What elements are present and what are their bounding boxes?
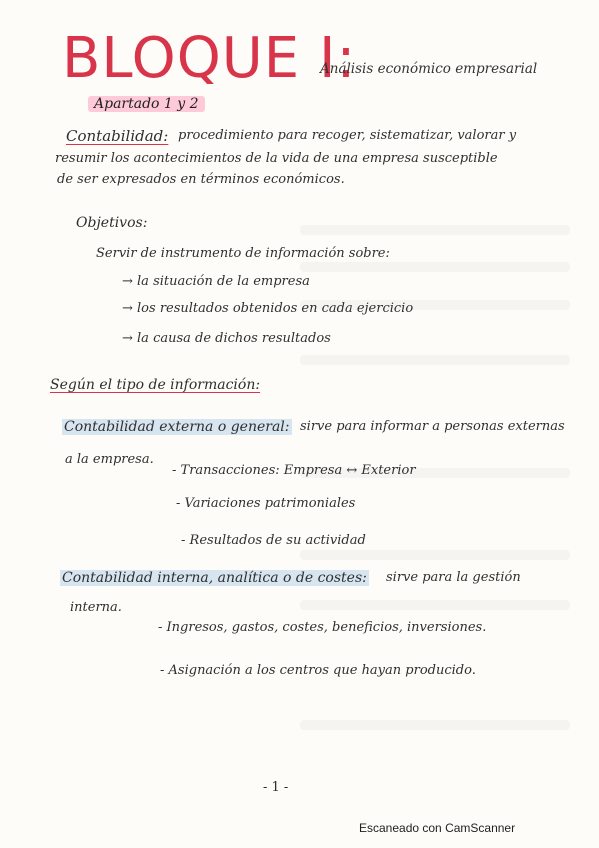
tipo-heading: Según el tipo de información: [50, 377, 261, 393]
externa-item: - Variaciones patrimoniales [176, 496, 356, 511]
bleed-through-line [300, 225, 570, 235]
objetivo-item: → la situación de la empresa [122, 274, 310, 289]
interna-def: sirve para la gestión [386, 570, 521, 585]
objetivos-heading: Objetivos: [76, 215, 148, 231]
definition-line: procedimiento para recoger, sistematizar, valorar y [178, 128, 517, 143]
bleed-through-line [300, 720, 570, 730]
interna-item: - Ingresos, gastos, costes, beneficios, inversiones. [158, 620, 487, 635]
bleed-through-line [300, 262, 570, 272]
externa-item: - Resultados de su actividad [181, 533, 366, 548]
apartado-label: Apartado 1 y 2 [88, 96, 205, 112]
definition-term: Contabilidad: [66, 127, 169, 145]
externa-def: a la empresa. [65, 452, 154, 467]
scanner-watermark: Escaneado con CamScanner [359, 821, 516, 835]
objetivo-item: → los resultados obtenidos en cada ejercicio [122, 301, 414, 316]
page-number: - 1 - [263, 780, 289, 795]
interna-def: interna. [70, 600, 122, 615]
bleed-through-line [300, 355, 570, 365]
interna-item: - Asignación a los centros que hayan producido. [160, 663, 476, 678]
externa-item: - Transacciones: Empresa ↔ Exterior [172, 463, 416, 478]
interna-term: Contabilidad interna, analítica o de costes: [62, 570, 367, 586]
objetivos-intro: Servir de instrumento de información sobre: [96, 246, 390, 261]
bleed-through-line [300, 600, 570, 610]
block-title: BLOQUE I: [62, 26, 357, 91]
bleed-through-line [300, 550, 570, 560]
block-subtitle: Análisis económico empresarial [320, 61, 538, 77]
objetivo-item: → la causa de dichos resultados [122, 331, 331, 346]
externa-def: sirve para informar a personas externas [300, 419, 565, 434]
definition-line: de ser expresados en términos económicos. [57, 172, 345, 187]
externa-term: Contabilidad externa o general: [64, 419, 290, 435]
definition-line: resumir los acontecimientos de la vida de una empresa susceptible [55, 151, 498, 166]
